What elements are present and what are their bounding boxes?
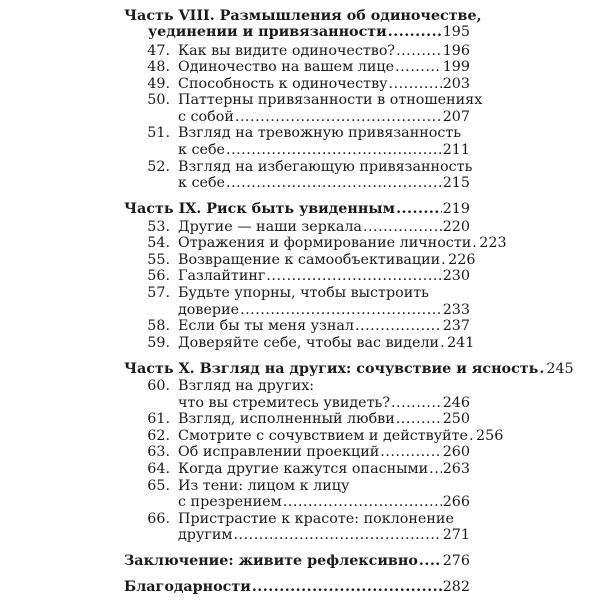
page-number: 233 [442, 301, 470, 318]
page-number: 215 [442, 175, 470, 192]
chapter-title: Взгляд на избегающую привязанность [178, 158, 473, 175]
chapter-title: Смотрите с сочувствием и действуйте [178, 427, 469, 444]
chapter-title: Будьте упорны, чтобы выстроить [178, 284, 429, 301]
chapter-title: Одиночество на вашем лице [178, 59, 395, 76]
chapter-title: Когда другие кажутся опасными [178, 461, 429, 477]
dot-leader [283, 493, 442, 511]
chapter-number: 55. [147, 251, 170, 268]
page-number: 223 [479, 235, 507, 252]
page-number: 245 [546, 360, 574, 377]
page-number: 250 [442, 411, 470, 428]
chapter-title-cont: с презрением [178, 494, 282, 511]
dot-leader [380, 443, 441, 461]
page-number: 260 [442, 444, 470, 461]
chapter-title-cont: с собой [178, 108, 234, 125]
dot-leader [395, 58, 442, 76]
chapter-number: 53. [147, 218, 170, 235]
toc-entry-part-8 [148, 23, 470, 43]
dot-leader [388, 23, 442, 41]
chapter-title: Газлайтинг [178, 268, 266, 285]
dot-leader [391, 394, 442, 412]
page-number: 195 [442, 24, 470, 40]
chapter-title: Как вы видите одиночество? [178, 42, 396, 59]
page-number: 230 [442, 268, 470, 285]
dot-leader [539, 360, 545, 378]
dot-leader [266, 267, 441, 285]
chapter-title: Паттерны привязанности в отношениях [178, 92, 483, 109]
dot-leader [355, 317, 442, 335]
page-number: 211 [442, 142, 470, 158]
toc-entry-52 [178, 174, 470, 194]
dot-leader [389, 75, 442, 93]
chapter-title: Взгляд на других: [178, 378, 315, 394]
part-10-title: Часть X. Взгляд на других: сочувствие и ясность [124, 360, 539, 377]
page-number: 271 [442, 527, 470, 544]
chapter-title: Взгляд, исполненный любви [178, 411, 395, 428]
toc-entry-acknowledgements [124, 578, 470, 598]
page-number: 256 [476, 427, 504, 444]
chapter-title: Отражения и формирование личности [178, 235, 472, 252]
dot-leader [226, 141, 442, 159]
page-number: 266 [442, 494, 470, 511]
page-number: 226 [448, 251, 476, 268]
chapter-title-cont: доверие [178, 301, 240, 318]
chapter-title: Способность к одиночеству [178, 75, 388, 92]
chapter-title: Другие — наши зеркала [178, 218, 362, 235]
dot-leader [396, 200, 442, 218]
dot-leader [472, 234, 478, 252]
chapter-number: 54. [147, 235, 170, 252]
part-9-title: Часть IX. Риск быть увиденным [124, 201, 396, 217]
page-number: 276 [442, 553, 470, 570]
chapter-number: 62. [147, 427, 170, 444]
chapter-title-cont: другим [178, 527, 233, 544]
dot-leader [469, 427, 475, 445]
chapter-title: Пристрастие к красоте: поклонение [178, 510, 454, 527]
chapter-number: 59. [147, 334, 170, 351]
page-number: 203 [442, 75, 470, 92]
dot-leader [234, 526, 442, 544]
chapter-number: 57. [147, 284, 170, 301]
dot-leader [441, 251, 447, 269]
page-number: 282 [442, 579, 470, 595]
page-number: 207 [442, 108, 470, 125]
chapter-number: 63. [147, 444, 170, 461]
chapter-title: Взгляд на тревожную привязанность [178, 125, 462, 142]
toc-entry-conclusion [124, 552, 470, 572]
page-number: 199 [442, 59, 470, 76]
dot-leader [440, 334, 446, 352]
chapter-number: 51. [147, 125, 170, 142]
page-number: 246 [442, 394, 470, 411]
toc-entry-66 [178, 526, 470, 546]
dot-leader [419, 552, 442, 570]
chapter-title-cont: что вы стремитесь увидеть? [178, 394, 390, 411]
chapter-number: 47. [147, 42, 170, 59]
dot-leader [235, 108, 442, 126]
chapter-number: 64. [147, 461, 170, 477]
toc-entry-59 [146, 334, 475, 354]
chapter-number: 48. [147, 59, 170, 76]
chapter-number: 49. [147, 75, 170, 92]
part-8-title-line2: уединении и привязанности [148, 24, 387, 40]
page-number: 237 [442, 318, 470, 335]
page-number: 220 [442, 218, 470, 235]
page-number: 196 [442, 42, 470, 59]
chapter-title-cont: к себе [178, 175, 226, 192]
chapter-number: 65. [147, 477, 170, 494]
part-8-title-line1: Часть VIII. Размышления об одиночестве, [124, 7, 482, 24]
chapter-number: 56. [147, 268, 170, 285]
page-number: 241 [447, 334, 475, 351]
dot-leader [396, 42, 442, 60]
dot-leader [252, 578, 442, 596]
page-number: 219 [442, 201, 470, 217]
chapter-title: Из тени: лицом к лицу [178, 477, 350, 494]
toc-entry-conclusion-title: Заключение: живите рефлексивно [124, 553, 418, 570]
chapter-number: 60. [147, 378, 170, 394]
chapter-number: 66. [147, 510, 170, 527]
dot-leader [240, 301, 442, 319]
dot-leader [363, 218, 442, 236]
chapter-title: Об исправлении проекций [178, 444, 380, 461]
dot-leader [396, 410, 442, 428]
chapter-number: 50. [147, 92, 170, 109]
chapter-number: 52. [147, 158, 170, 175]
chapter-number: 61. [147, 411, 170, 428]
dot-leader [429, 460, 442, 478]
chapter-title: Возвращение к самообъективации [178, 251, 441, 268]
chapter-title-cont: к себе [178, 142, 226, 158]
toc-entry-acknowledgements-title: Благодарности [124, 579, 251, 595]
chapter-title: Доверяйте себе, чтобы вас видели [178, 334, 440, 351]
chapter-title: Если бы ты меня узнал [178, 318, 354, 335]
chapter-number: 58. [147, 318, 170, 335]
dot-leader [226, 174, 442, 192]
page-number: 263 [442, 461, 470, 477]
